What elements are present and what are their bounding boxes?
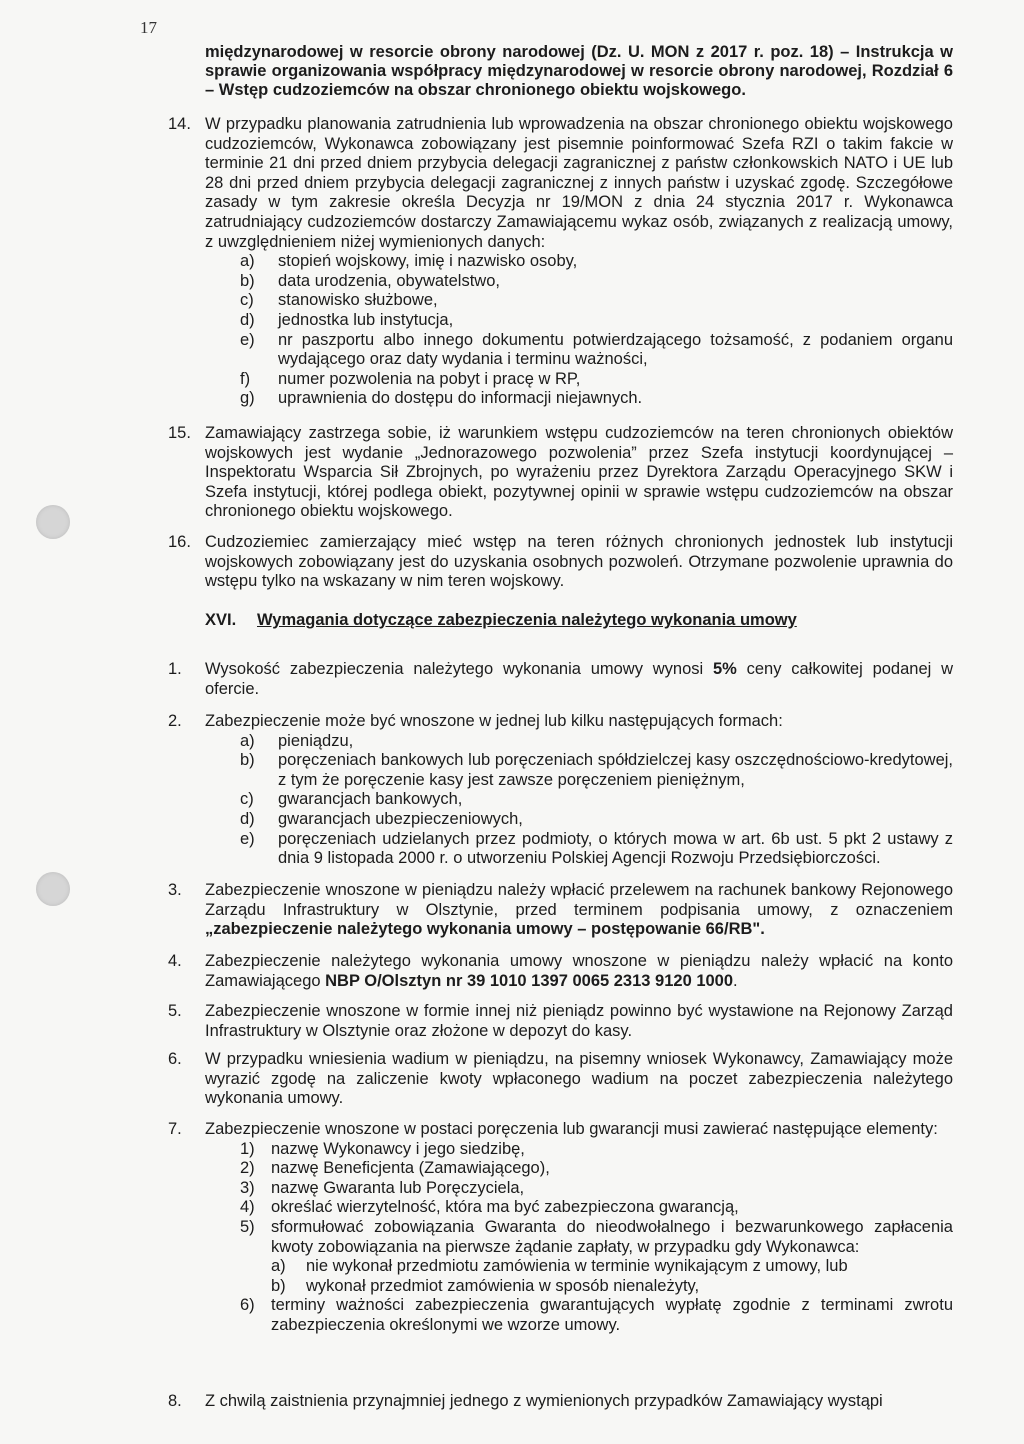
- paragraph-text: Zabezpieczenie wnoszone w pieniądzu należy wpłacić przelewem na rachunek bankowy Rejonowego Zarządu Infrastruktury w Olsztynie, przed terminem podpisania umowy, z oznaczeniem „zabezpieczenie należytego wykonania umowy – postępowanie 66/RB".: [205, 881, 953, 939]
- punch-hole-mark: [36, 505, 70, 539]
- paragraph-5: [168, 1002, 953, 1041]
- list-item: b) data urodzenia, obywatelstwo,: [240, 271, 500, 290]
- paragraph-text: Zabezpieczenie wnoszone w formie innej niż pieniądz powinno być wystawione na Rejonowy Zarząd Infrastruktury w Olsztynie oraz złożone w depozyt do kasy.: [205, 1002, 953, 1040]
- paragraph-number: 8.: [168, 1392, 182, 1410]
- paragraph-number: 2.: [168, 712, 182, 730]
- paragraph-8: [168, 1392, 953, 1412]
- paragraph-14: [168, 115, 953, 409]
- list-item: e) poręczeniach udzielanych przez podmioty, o których mowa w art. 6b ust. 5 pkt 2 ustawy z dnia 9 listopada 2000 r. o utworzeniu Polskiej Agencji Rozwoju Przedsiębiorczości.: [240, 829, 953, 868]
- paragraph-text: Zabezpieczenie wnoszone w postaci poręczenia lub gwarancji musi zawierać następujące elementy:: [205, 1120, 938, 1138]
- list-item: d) gwarancjach ubezpieczeniowych,: [240, 809, 523, 828]
- paragraph-text: Z chwilą zaistnienia przynajmniej jednego z wymienionych przypadków Zamawiający wystąpi: [205, 1392, 883, 1410]
- paragraph-15: [168, 424, 953, 522]
- paragraph-4: [168, 952, 953, 991]
- list-item: 6) terminy ważności zabezpieczenia gwarantujących wypłatę zgodnie z terminami zwrotu zabezpieczenia określonymi we wzorze umowy.: [240, 1296, 953, 1334]
- list-item: 2) nazwę Beneficjenta (Zamawiającego),: [240, 1159, 550, 1178]
- paragraph-number: 4.: [168, 952, 182, 970]
- list-item: c) stanowisko służbowe,: [240, 291, 438, 310]
- section-number: XVI.: [205, 611, 237, 629]
- list-item: f) numer pozwolenia na pobyt i pracę w RP,: [240, 369, 581, 388]
- paragraph-6: [168, 1050, 953, 1109]
- paragraph-text: Zabezpieczenie należytego wykonania umowy wnoszone w pieniądzu należy wpłacić na konto Zamawiającego NBP O/Olsztyn nr 39 1010 1397 0065 2313 9120 1000.: [205, 952, 953, 990]
- paragraph-text: W przypadku wniesienia wadium w pieniądzu, na pisemny wniosek Wykonawcy, Zamawiający może wyrazić zgodę na zaliczenie kwoty wpłaconego wadium na poczet zabezpieczenia należytego wykonania umowy.: [205, 1050, 953, 1108]
- paragraph-2: [168, 712, 953, 869]
- paragraph-3: [168, 881, 953, 940]
- paragraph-16: [168, 533, 953, 592]
- list-item: 1) nazwę Wykonawcy i jego siedzibę,: [240, 1139, 525, 1158]
- punch-hole-mark: [36, 872, 70, 906]
- section-title: Wymagania dotyczące zabezpieczenia należytego wykonania umowy: [257, 611, 797, 629]
- list-item: a) stopień wojskowy, imię i nazwisko osoby,: [240, 252, 578, 271]
- paragraph-text: Cudzoziemiec zamierzający mieć wstęp na teren różnych chronionych jednostek lub instytucji wojskowych zobowiązany jest do uzyskania osobnych pozwoleń. Otrzymane pozwolenie uprawnia do wstępu tylko na wskazany w nim teren wojskowy.: [205, 533, 953, 591]
- list-item: g) uprawnienia do dostępu do informacji niejawnych.: [240, 389, 643, 408]
- list-item: 4) określać wierzytelność, która ma być zabezpieczona gwarancją,: [240, 1198, 739, 1217]
- paragraph-number: 7.: [168, 1120, 182, 1138]
- list-item: c) gwarancjach bankowych,: [240, 790, 463, 809]
- paragraph-text: Zabezpieczenie może być wnoszone w jednej lub kilku następujących formach:: [205, 712, 783, 730]
- list-item: 5) sformułować zobowiązania Gwaranta do nieodwołalnego i bezwarunkowego zapłacenia kwoty zobowiązania na pierwsze żądanie zapłaty, w przypadku gdy Wykonawca:: [240, 1217, 953, 1256]
- paragraph-number: 15.: [168, 424, 191, 442]
- list-item: 3) nazwę Gwaranta lub Poręczyciela,: [240, 1178, 525, 1197]
- paragraph-number: 5.: [168, 1002, 182, 1020]
- list-item: e) nr paszportu albo innego dokumentu potwierdzającego tożsamość, z podaniem organu wydającego oraz daty wydania i terminu ważności,: [240, 330, 953, 369]
- paragraph-number: 1.: [168, 660, 182, 678]
- paragraph-number: 16.: [168, 533, 191, 551]
- paragraph-text: Zamawiający zastrzega sobie, iż warunkiem wstępu cudzoziemców na teren chronionych obiektów wojskowych jest wydanie „Jednorazowego pozwolenia” przez Szefa instytucji koordynującej – Inspektoratu Wsparcia Sił Zbrojnych, po wyrażeniu przez Dyrektora Zarządu Operacyjnego SKW i Szefa instytucji, której podlega obiekt, pozytywnej opinii w sprawie wstępu cudzoziemców na obszar chronionego obiektu wojskowego.: [205, 424, 953, 521]
- page-number: 17: [140, 18, 157, 37]
- sub-list-item: b) wykonał przedmiot zamówienia w sposób nienależyty,: [271, 1276, 700, 1295]
- sub-list-item: a) nie wykonał przedmiotu zamówienia w terminie wynikającym z umowy, lub: [271, 1257, 848, 1276]
- list-item: d) jednostka lub instytucja,: [240, 310, 454, 329]
- list-item: a) pieniądzu,: [240, 731, 354, 750]
- paragraph-number: 6.: [168, 1050, 182, 1068]
- list-item: b) poręczeniach bankowych lub poręczeniach spółdzielczej kasy oszczędnościowo-kredytowej, z tym że poręczenie kasy jest zawsze poręczeniem pieniężnym,: [240, 751, 953, 789]
- intro-paragraph: międzynarodowej w resorcie obrony narodowej (Dz. U. MON z 2017 r. poz. 18) – Instrukcja w sprawie organizowania współpracy międzynarodowej w resorcie obrony narodowej, Rozdział 6 – Wstęp cudzoziemców na obszar chronionego obiektu wojskowego.: [205, 43, 953, 99]
- paragraph-number: 3.: [168, 881, 182, 899]
- paragraph-1: [168, 660, 953, 699]
- paragraph-text: W przypadku planowania zatrudnienia lub wprowadzenia na obszar chronionego obiektu wojskowego cudzoziemców, Wykonawca zobowiązany jest pisemnie poinformować Szefa RZI o takim fakcie w terminie 21 dni przed dniem przybycia delegacji zagranicznej z państw członkowskich NATO i UE lub 28 dni przed dniem przybycia delegacji zagranicznej z innych państw i uzyskać zgodę. Szczegółowe zasady w tym zakresie określa Decyzja nr 19/MON z dnia 24 stycznia 2017 r. Wykonawca zatrudniający cudzoziemców dostarczy Zamawiającemu wykaz osób, związanych z realizacją umowy, z uwzględnieniem niżej wymienionych danych:: [205, 115, 953, 251]
- paragraph-7: [168, 1120, 953, 1336]
- paragraph-number: 14.: [168, 115, 191, 133]
- paragraph-text: Wysokość zabezpieczenia należytego wykonania umowy wynosi 5% ceny całkowitej podanej w ofercie.: [205, 660, 953, 698]
